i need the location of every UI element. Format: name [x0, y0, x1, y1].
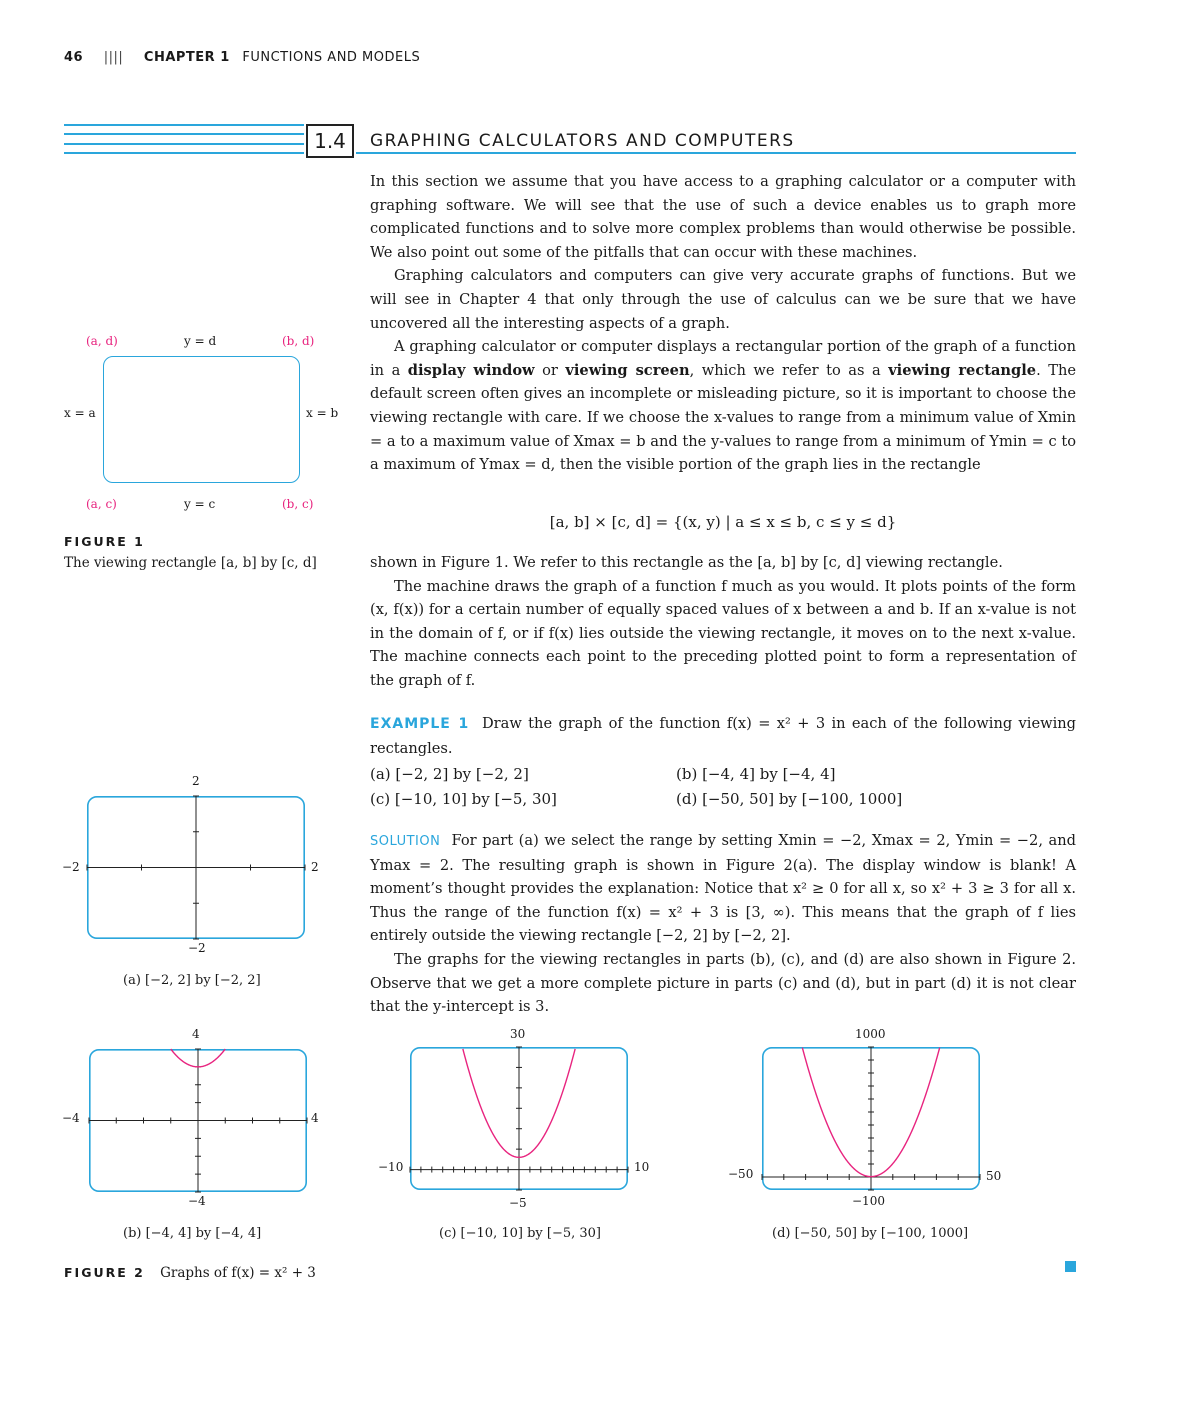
graph-d-ymax-label: 1000	[855, 1027, 886, 1041]
display-equation: [a, b] × [c, d] = {(x, y) | a ≤ x ≤ b, c ≤ y ≤ d}	[549, 513, 897, 531]
example-statement	[370, 712, 1076, 760]
graph-b-ymax-label: 4	[192, 1027, 200, 1041]
edge-label-top: y = d	[184, 334, 217, 348]
paragraph-3	[370, 335, 1076, 477]
graph-b-xmax-label: 4	[311, 1111, 319, 1125]
graph-b	[89, 1049, 307, 1192]
solution-paragraph-2: The graphs for the viewing rectangles in parts (b), (c), and (d) are also shown in Figure 2. Observe that we get a more complete picture in parts (c) and (d), but in part (d) it is not clear that the y-intercept is 3.	[370, 950, 1076, 1016]
section-rule-4	[64, 152, 304, 154]
example-1	[370, 712, 1076, 760]
example-label: EXAMPLE 1	[370, 716, 470, 732]
header-bars: ||||	[103, 50, 124, 65]
graph-d	[762, 1047, 980, 1190]
example-text: Draw the graph of the function f(x) = x² + 3 in each of the following viewing rectangles.	[370, 715, 1077, 757]
solution-label: SOLUTION	[370, 834, 441, 849]
graph-b-xmin-label: −4	[62, 1111, 80, 1125]
solution	[370, 829, 1076, 1019]
corner-label-top-left: (a, d)	[86, 334, 118, 348]
corner-label-top-right: (b, d)	[282, 334, 315, 348]
section-rule-1	[64, 124, 304, 126]
graph-d-caption: (d) [−50, 50] by [−100, 1000]	[772, 1226, 969, 1241]
paragraph-4: shown in Figure 1. We refer to this rectangle as the [a, b] by [c, d] viewing rectangle.	[370, 554, 1003, 571]
part-b: (b) [−4, 4] by [−4, 4]	[676, 765, 836, 783]
graph-c-ymax-label: 30	[510, 1027, 526, 1041]
graph-a-xmax-label: 2	[311, 860, 319, 874]
figure-1-title: FIGURE 1	[64, 534, 145, 549]
graph-a-ymax-label: 2	[192, 774, 200, 788]
figure-2-title: FIGURE 2	[64, 1265, 145, 1280]
graph-c-caption: (c) [−10, 10] by [−5, 30]	[439, 1226, 601, 1241]
term-viewing-screen: viewing screen	[565, 361, 690, 379]
graph-c-ymin-label: −5	[509, 1196, 527, 1210]
term-viewing-rectangle: viewing rectangle	[888, 361, 1037, 379]
graph-d-xmax-label: 50	[986, 1169, 1002, 1183]
solution-text: For part (a) we select the range by setting Xmin = −2, Xmax = 2, Ymin = −2, and Ymax = 2. The resulting graph is shown in Figure 2(a). The display window is blank! A moment’s thought provides the explanation: Notice that x² ≥ 0 for all x, so x² + 3 ≥ 3 for all x. Thus the range of the function f(x) = x² + 3 is [3, ∞). This means that the graph of f lies entirely outside the viewing rectangle [−2, 2] by [−2, 2].	[370, 832, 1076, 945]
section-underline	[356, 152, 1076, 154]
paragraph-5: The machine draws the graph of a function f much as you would. It plots points of the form (x, f(x)) for a certain number of equally spaced values of x between a and b. If an x-value is not in the domain of f, or if f(x) lies outside the viewing rectangle, it moves on to the next x-value. The machine connects each point to the preceding plotted point to form a representation of the graph of f.	[370, 577, 1076, 689]
body-text-machine	[370, 551, 1076, 693]
graph-c-xmin-label: −10	[378, 1160, 404, 1174]
graph-a-ymin-label: −2	[188, 941, 206, 955]
p3-text-c: or	[534, 361, 566, 379]
solution-paragraph-1	[370, 829, 1076, 948]
edge-label-bottom: y = c	[184, 497, 216, 511]
p3-text-g: . The default screen often gives an incomplete or misleading picture, so it is important to choose the viewing rectangle with care. If we choose the x-values to range from a minimum value of Xmin = a to a maximum value of Xmax = b and the y-values to range from a minimum of Ymin = c to a maximum of Ymax = d, then the visible portion of the graph lies in the rectangle	[370, 361, 1076, 474]
body-text-intro	[370, 170, 1076, 477]
graph-a-xmin-label: −2	[62, 860, 80, 874]
graph-c-xmax-label: 10	[634, 1160, 650, 1174]
figure-1-caption: The viewing rectangle [a, b] by [c, d]	[64, 555, 317, 571]
graph-c	[410, 1047, 628, 1190]
section-number: 1.4	[306, 124, 354, 158]
graph-d-xmin-label: −50	[728, 1167, 754, 1181]
paragraph-1: In this section we assume that you have access to a graphing calculator or a computer with graphing software. We will see that the use of such a device enables us to graph more complicated functions and to solve more complex problems than would otherwise be possible. We also point out some of the pitfalls that can occur with these machines.	[370, 173, 1076, 261]
figure-2-caption: Graphs of f(x) = x² + 3	[160, 1265, 316, 1281]
viewing-rectangle-box	[103, 356, 300, 483]
graph-a	[87, 796, 305, 939]
term-display-window: display window	[407, 361, 535, 379]
part-c: (c) [−10, 10] by [−5, 30]	[370, 790, 557, 808]
p3-text-a: A graphing calculator or computer displays a rectangular portion of the graph of a function in a	[370, 338, 1076, 379]
running-header	[64, 50, 420, 65]
chapter-title: FUNCTIONS AND MODELS	[242, 50, 421, 65]
section-title: GRAPHING CALCULATORS AND COMPUTERS	[370, 131, 795, 151]
graph-a-caption: (a) [−2, 2] by [−2, 2]	[123, 973, 261, 988]
p3-text-e: , which we refer to as a	[689, 361, 889, 379]
part-d: (d) [−50, 50] by [−100, 1000]	[676, 790, 903, 808]
graph-b-ymin-label: −4	[188, 1194, 206, 1208]
end-of-example-marker	[1065, 1261, 1076, 1272]
corner-label-bottom-left: (a, c)	[86, 497, 117, 511]
figure-2-caption-line	[64, 1262, 316, 1281]
graph-d-ymin-label: −100	[852, 1194, 885, 1208]
part-a: (a) [−2, 2] by [−2, 2]	[370, 765, 529, 783]
edge-label-right: x = b	[306, 406, 339, 420]
paragraph-2: Graphing calculators and computers can give very accurate graphs of functions. But we will see in Chapter 4 that only through the use of calculus can we be sure that we have uncovered all the interesting aspects of a graph.	[370, 267, 1076, 332]
graph-b-caption: (b) [−4, 4] by [−4, 4]	[123, 1226, 262, 1241]
page-number: 46	[64, 50, 84, 65]
edge-label-left: x = a	[64, 406, 96, 420]
section-rule-3	[64, 143, 304, 145]
example-parts	[370, 762, 1076, 812]
section-rule-2	[64, 133, 304, 135]
chapter-label: CHAPTER 1	[143, 50, 230, 65]
corner-label-bottom-right: (b, c)	[282, 497, 314, 511]
